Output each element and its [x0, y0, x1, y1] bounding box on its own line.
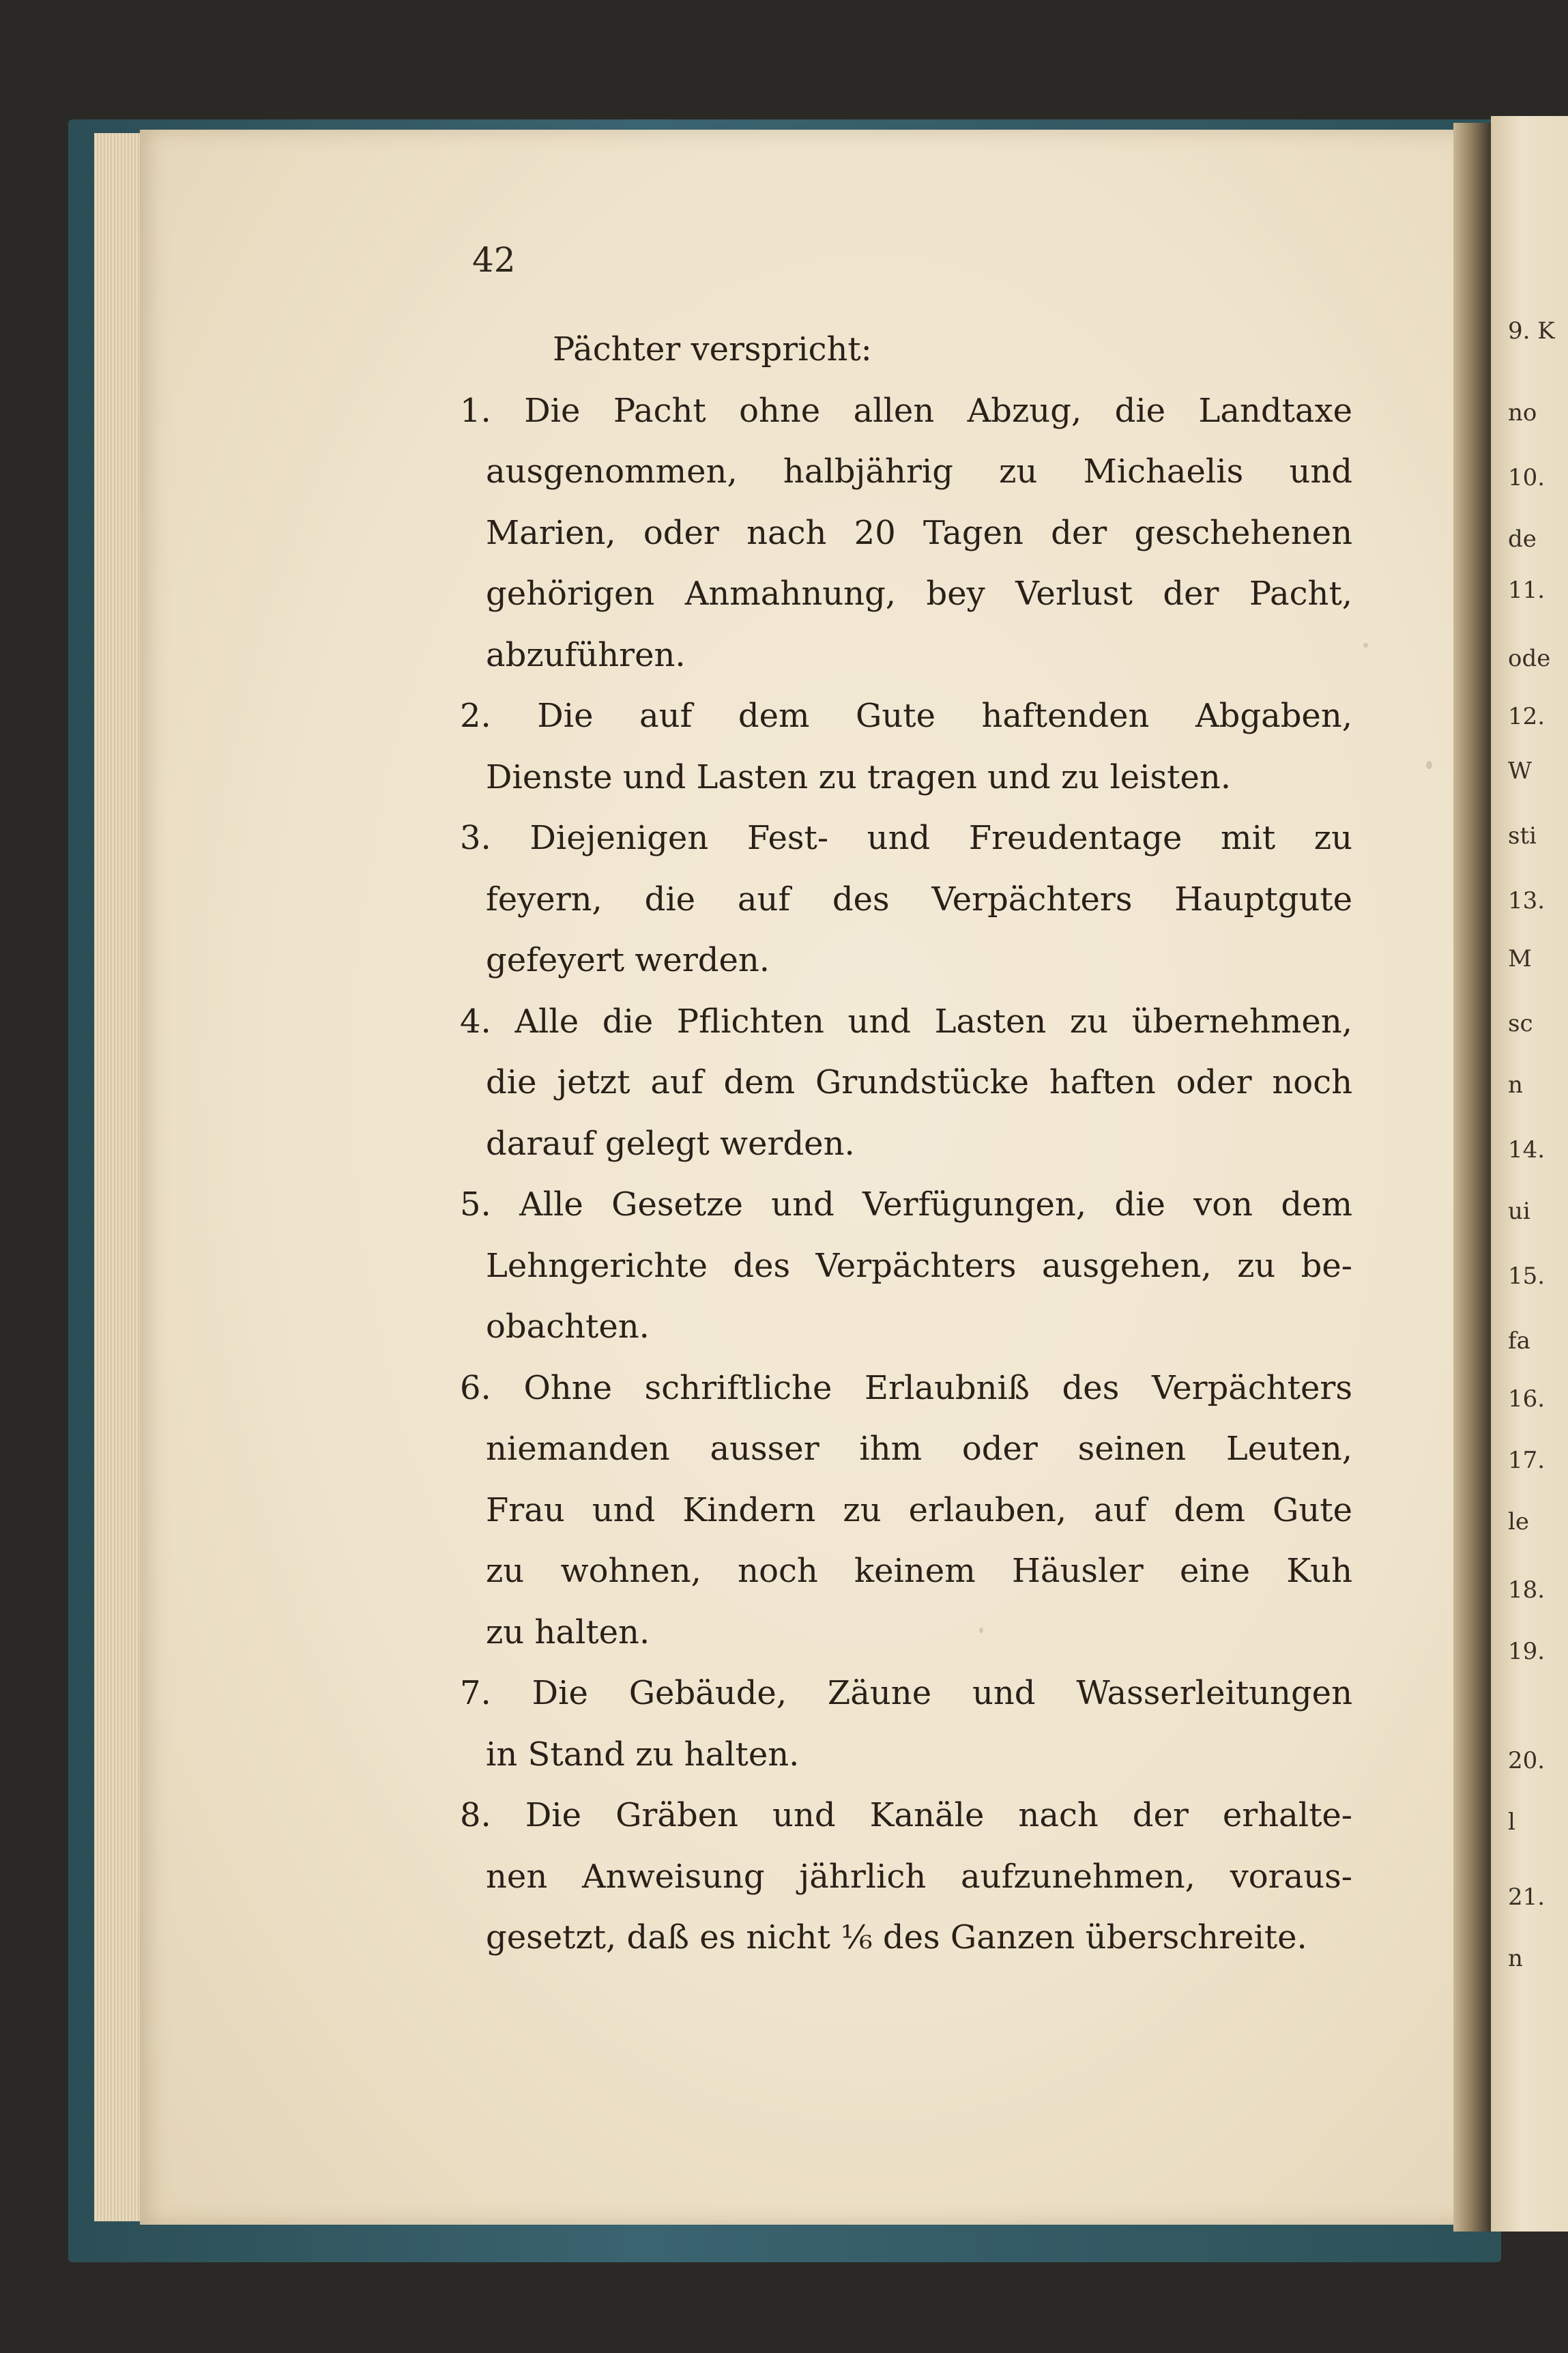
text-line: 2. Die auf dem Gute haftenden Abgaben, [460, 697, 1352, 735]
text-line: Marien, oder nach 20 Tagen der geschehenen [486, 513, 1352, 552]
text-line: 3. Diejenigen Fest- und Freudentage mit zu [460, 819, 1352, 857]
facing-page-fragment: 10. [1508, 464, 1545, 491]
facing-page-fragment: 13. [1508, 887, 1545, 914]
text-line: gesetzt, daß es nicht ⅙ des Ganzen überschreite. [486, 1918, 1307, 1957]
text-line: obachten. [486, 1308, 650, 1346]
facing-page-fragment: no [1508, 399, 1537, 427]
text-line: in Stand zu halten. [486, 1735, 800, 1774]
text-line: 6. Ohne schriftliche Erlaubniß des Verpächters [460, 1368, 1352, 1407]
text-line: 1. Die Pacht ohne allen Abzug, die Landtaxe [460, 391, 1352, 430]
facing-page-fragment: 15. [1508, 1262, 1545, 1290]
text-line: abzuführen. [486, 635, 686, 674]
text-line: Dienste und Lasten zu tragen und zu leisten. [486, 757, 1232, 796]
facing-page-fragment: le [1508, 1508, 1529, 1535]
facing-page-fragment: W [1508, 757, 1532, 785]
foxing-spot [1426, 761, 1432, 769]
text-line: 5. Alle Gesetze und Verfügungen, die von dem [460, 1185, 1352, 1224]
facing-page-fragment: 9. K [1508, 317, 1555, 345]
facing-page-fragment: n [1508, 1945, 1523, 1972]
facing-page-fragment: 18. [1508, 1576, 1545, 1604]
facing-page-fragment: l [1508, 1808, 1515, 1836]
facing-page-fragment: ui [1508, 1198, 1530, 1225]
text-line: feyern, die auf des Verpächters Hauptgute [486, 880, 1352, 919]
facing-page-fragment: 20. [1508, 1747, 1545, 1774]
text-line: 4. Alle die Pflichten und Lasten zu übernehmen, [460, 1002, 1352, 1041]
text-line: darauf gelegt werden. [486, 1124, 855, 1163]
facing-page-fragment: 12. [1508, 703, 1545, 730]
text-line: gehörigen Anmahnung, bey Verlust der Pacht, [486, 575, 1352, 613]
text-line: 7. Die Gebäude, Zäune und Wasserleitungen [460, 1674, 1352, 1712]
text-line: zu halten. [486, 1613, 650, 1651]
facing-page-fragment: 17. [1508, 1447, 1545, 1474]
facing-page-fragment: 14. [1508, 1136, 1545, 1164]
facing-page-fragment: 16. [1508, 1385, 1545, 1413]
facing-page-fragment: n [1508, 1071, 1523, 1099]
facing-page [1491, 116, 1568, 2232]
text-line: gefeyert werden. [486, 941, 770, 979]
text-line: zu wohnen, noch keinem Häusler eine Kuh [486, 1552, 1352, 1590]
facing-page-fragment: 21. [1508, 1883, 1545, 1911]
facing-page-fragment: ode [1508, 645, 1551, 672]
facing-page-fragment: 11. [1508, 577, 1545, 604]
text-line: Lehngerichte des Verpächters ausgehen, zu be- [486, 1246, 1352, 1285]
page-text [460, 319, 1352, 1969]
text-line: die jetzt auf dem Grundstücke haften oder noch [486, 1063, 1352, 1101]
foxing-spot [1363, 643, 1368, 648]
facing-page-fragment: sti [1508, 822, 1537, 850]
text-line: ausgenommen, halbjährig zu Michaelis und [486, 452, 1352, 491]
facing-page-fragment: fa [1508, 1327, 1530, 1355]
text-line: 8. Die Gräben und Kanäle nach der erhalte- [460, 1796, 1352, 1834]
facing-page-fragment: 19. [1508, 1638, 1545, 1665]
text-line: Pächter verspricht: [553, 330, 872, 369]
text-line: niemanden ausser ihm oder seinen Leuten, [486, 1430, 1352, 1468]
facing-page-fragment: sc [1508, 1010, 1533, 1037]
page-number: 42 [472, 240, 516, 280]
facing-page-fragment: M [1508, 945, 1532, 972]
facing-page-fragment: de [1508, 525, 1537, 553]
text-line: nen Anweisung jährlich aufzunehmen, voraus- [486, 1857, 1352, 1896]
book-gutter [1453, 123, 1494, 2232]
text-line: Frau und Kindern zu erlauben, auf dem Gute [486, 1490, 1352, 1529]
